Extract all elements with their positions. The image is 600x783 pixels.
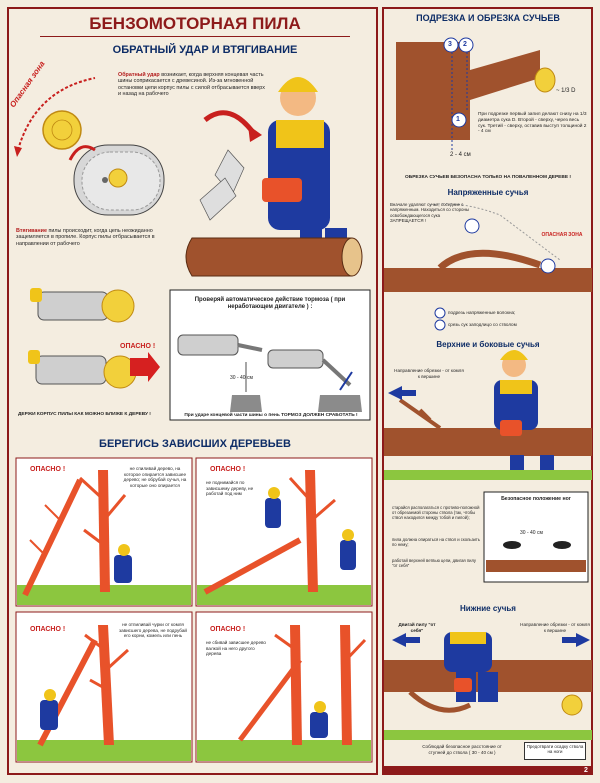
- feet-title: Безопасное положение ног: [501, 496, 571, 502]
- helmet-icon: [500, 350, 528, 360]
- hanging-trees-heading: БЕРЕГИСЬ ЗАВИСШИХ ДЕРЕВЬЕВ: [99, 438, 291, 450]
- log: [186, 238, 352, 276]
- legend-1: подрезь напряженные волокна;: [448, 310, 516, 315]
- arrow-left-icon: [392, 633, 420, 647]
- danger-zone-label: Опасная зона: [8, 59, 47, 110]
- helmet-icon: [278, 77, 318, 92]
- third-diameter: ~ 1/3 D: [556, 88, 576, 94]
- hanging-tree-panels: [16, 458, 372, 762]
- keep-distance: Соблюдай безопасное расстояние от ступней до ствола ( 30 - 40 см ): [422, 744, 502, 755]
- danger-zone-right: ОПАСНАЯ ЗОНА: [541, 232, 583, 238]
- panel1-text: не спиливай дерево, на которое опирается зависшее дерево; не обрубай сучья, на которые оно опирается: [123, 466, 187, 488]
- pull-description: [16, 228, 186, 247]
- arrow-icon: [14, 146, 22, 157]
- kickback-illustration: [14, 78, 164, 215]
- hold-saw-note: ДЕРЖИ КОРПУС ПИЛЫ КАК МОЖНО БЛИЖЕ К ДЕРЕВУ !: [18, 412, 151, 417]
- divider: [40, 36, 350, 37]
- log-end-icon: [43, 111, 81, 149]
- feet-position-illustration: [484, 492, 588, 582]
- panel4-text: не сбивай зависшее дерево валкой на него другого дерева: [206, 640, 266, 657]
- panel1-danger: ОПАСНО !: [30, 466, 66, 473]
- panel2-danger: ОПАСНО !: [210, 466, 246, 473]
- marker-3-label: 3: [448, 41, 452, 48]
- direction-label-2: Направление обрезки - от комля к вершине: [520, 622, 590, 633]
- marker-2-label: 2: [463, 41, 467, 48]
- safe-note: ОБРЕЗКА СУЧЬЕВ БЕЗОПАСНА ТОЛЬКО НА ПОВАЛЕННОМ ДЕРЕВЕ !: [405, 175, 571, 180]
- direction-label: Направление обрезки - от комля к вершине: [394, 368, 464, 379]
- bullet-3: работай верхней ветвью цепи, двигая пилу "от себя": [392, 558, 476, 569]
- gap-label: 2 - 4 см: [450, 152, 471, 158]
- danger-label: ОПАСНО !: [120, 343, 156, 350]
- legend-2: срезь сук заподлицо со стволом: [448, 322, 517, 327]
- panel3-danger: ОПАСНО !: [30, 626, 66, 633]
- kickback-term: Обратный удар: [118, 72, 160, 78]
- lower-branches-heading: Нижние сучья: [460, 604, 516, 613]
- arrow-left-icon: [388, 386, 416, 400]
- branches-heading: ПОДРЕЗКА И ОБРЕЗКА СУЧЬЕВ: [416, 13, 560, 23]
- marker-1-label: 1: [456, 116, 460, 123]
- brake-note: При ударе концевой части шины о пень ТОРМОЗ ДОЛЖЕН СРАБОТАТЬ !: [184, 413, 358, 418]
- chainsaw-icon: [262, 178, 302, 202]
- panel2-text: не поднимайся по зависшему дереву, не работай под ним: [206, 480, 254, 497]
- feet-distance-2: 10 - 12 см: [524, 574, 547, 580]
- arrow-right-icon: [562, 633, 590, 647]
- pull-term: Втягивание: [16, 228, 47, 234]
- panel3-text: не отпиливай чурки от комля зависшего дерева, не подрубай его корни, комель или пень: [119, 622, 187, 639]
- hold-saw-illustrations: [28, 288, 160, 388]
- bullet-1: старайся располагаться с противо-положной от обрезаемой стороны ствола (так, чтобы ствол находился между тобой и пилой);: [392, 505, 480, 521]
- tense-branches-heading: Напряженные сучья: [447, 188, 529, 197]
- footer-strip: [382, 766, 593, 775]
- cut-instructions: При подрезке первый запил делают снизу на 1/3 диаметра сука D. Второй - сверху, через весь сук. Третий - сверху, оставив выступ толщиной 2 - 4 см: [478, 112, 587, 135]
- brake-distance: 30 - 40 см: [230, 375, 253, 381]
- log-end-icon: [109, 169, 127, 187]
- kickback-heading: ОБРАТНЫЙ УДАР И ВТЯГИВАНИЕ: [112, 44, 298, 56]
- brake-title: Проверяй автоматическое действие тормоза ( при неработающем двигателе ) :: [194, 297, 346, 310]
- tense-text: Вначале удаляют сучья, соседние с напряженным. Находиться со стороны освобождающегося сука ЗАПРЕЩАЕТСЯ !: [390, 202, 470, 224]
- lower-branch-illustration: [384, 632, 592, 740]
- kickback-text: возникает, когда верхняя концевая часть шины соприкасается с древесиной. Из-за мгновенной остановки цепи корпус пилы с силой отбрасывается вверх и назад на рабочего: [118, 72, 265, 98]
- kickback-description: [118, 72, 268, 98]
- arrow-icon: [248, 125, 262, 142]
- pull-text: пилы происходит, когда цепь неожиданно защемляется в пропиле. Корпус пилы отбрасывается в направлении от рабочего: [16, 228, 155, 247]
- bullet-2: пила должна опираться на ствол и скользить по нему;: [392, 537, 480, 548]
- panel4-danger: ОПАСНО !: [210, 626, 246, 633]
- page-number: 2: [584, 767, 588, 774]
- prevent-label: Предотврати осадку ствола на ноги: [526, 744, 584, 755]
- worker-kickback: [186, 77, 362, 276]
- chainsaw-icon: [500, 420, 522, 436]
- upper-branches-heading: Верхние и боковые сучья: [436, 340, 540, 349]
- push-label: Двигай пилу "от себя": [398, 622, 436, 633]
- feet-distance-1: 30 - 40 см: [520, 530, 543, 536]
- poster-title: БЕНЗОМОТОРНАЯ ПИЛА: [89, 14, 301, 33]
- chainsaw-icon: [454, 678, 472, 692]
